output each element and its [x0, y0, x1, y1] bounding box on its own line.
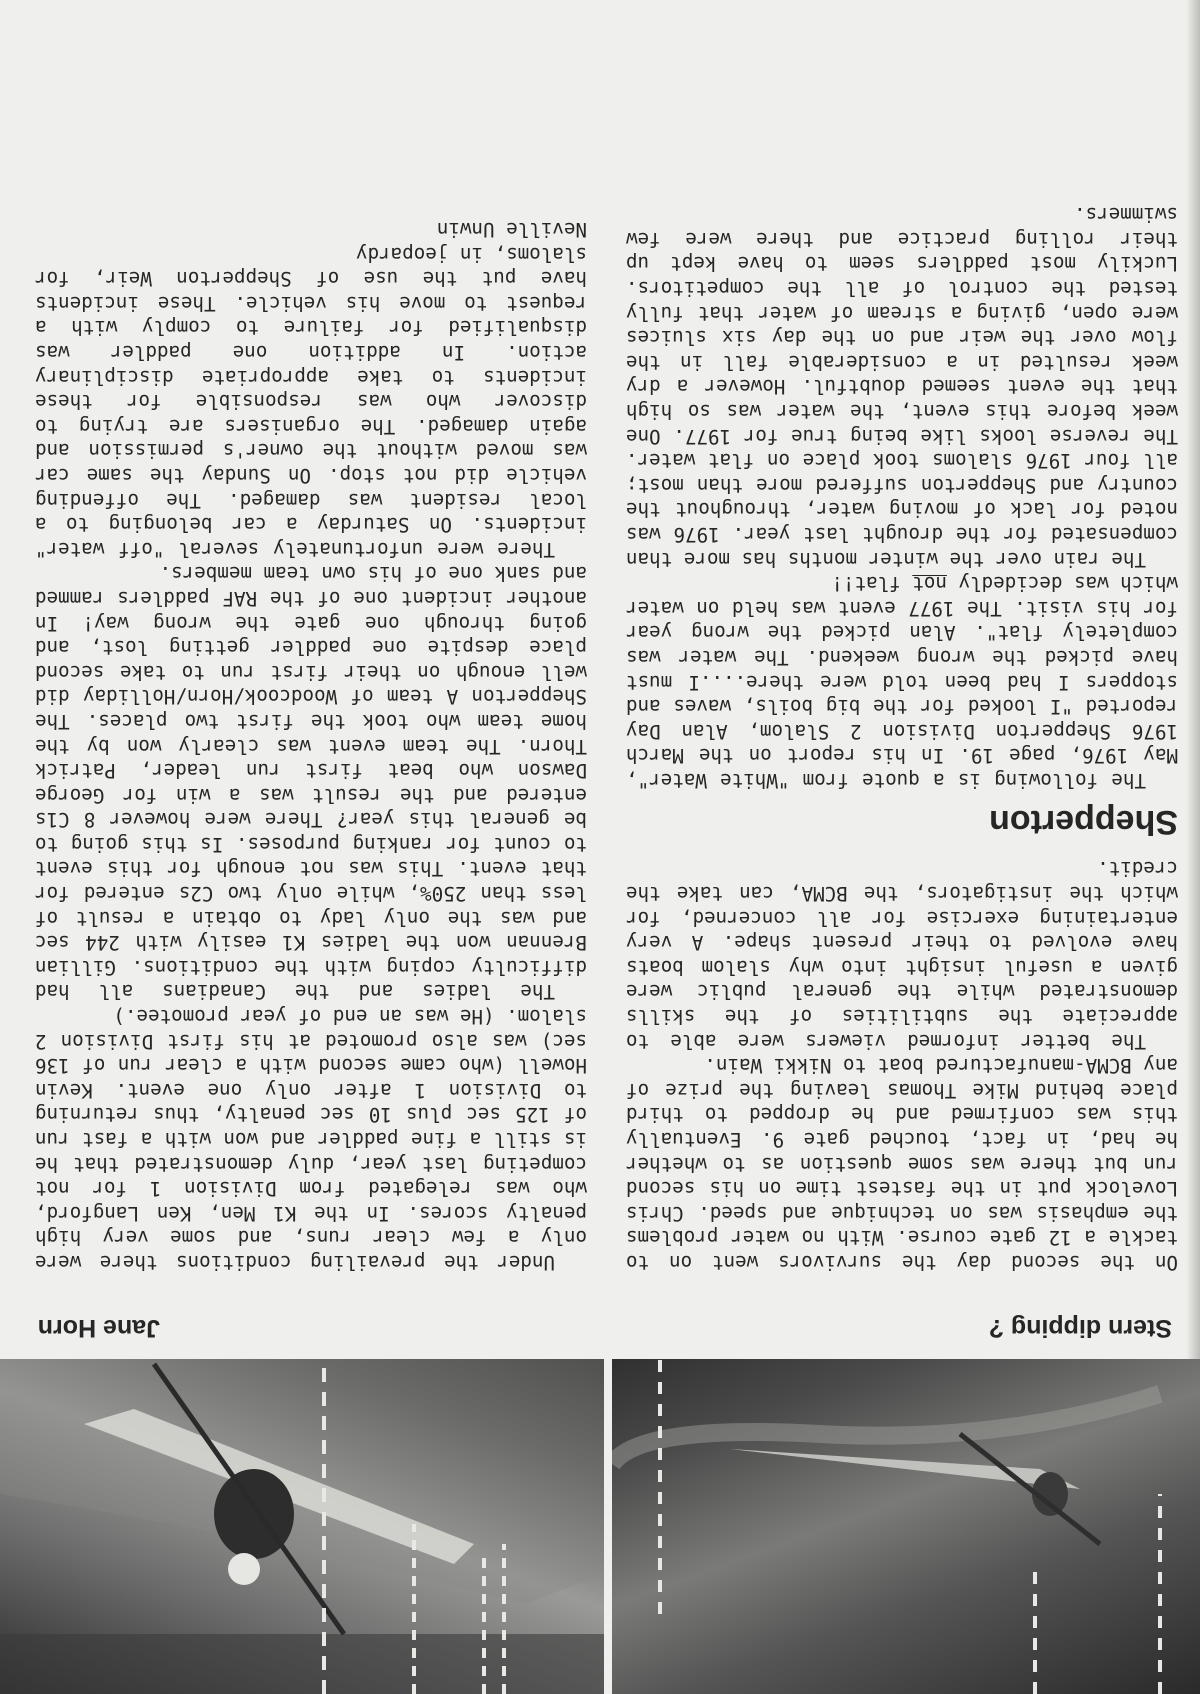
- paragraph-text: flat!!: [831, 572, 901, 596]
- photo-caption-jane-horn: Jane Horn: [37, 1314, 160, 1342]
- underlined-word: not: [912, 572, 947, 596]
- photo-caption-stern-dipping: Stern dipping ?: [988, 1314, 1172, 1342]
- kayak-photo-stern-dipping: [612, 1359, 1200, 1694]
- paragraph: There were unfortunately several "off water" incidents. On Saturday a car belonging to a local resident was damaged. The offending vehicle did not stop. On Sunday the same car was moved without the owner's permission and again damaged. The organisers are trying to discover who was responsible for these incidents to take appropriate disciplinary action. In addition one paddler was disqualified for failure to comply with a request to move his vehicle. These incidents have put the use of Shepperton Weir, for slaloms, in jeopardy: [35, 242, 587, 561]
- paragraph: The rain over the winter months has more than compensated for the drought last year. 1976 was noted for lack of moving water, throughout the country and Shepperton suffered more than most; all four 1976 slaloms took place on flat water. The reverse looks like being true for 1977. One week before this event, the water was so high that the event seemed doubtful. However a dry week resulted in a considerable fall in the flow over the weir and on the day six sluices were open, giving a stream of water that fully tested the control of all the competitors. Luckily most paddlers seem to have kept up their rolling practice and there were few swimmers.: [626, 203, 1178, 571]
- paragraph: Under the prevailing conditions there were only a few clear runs, and some very high penalty scores. In the K1 Men, Ken Langford, who was relegated from Division 1 for not competing last year, duly demonstrated that he is still a fine paddler and won with a fast run of 125 sec plus 10 sec penalty, thus returning to Division 1 after only one event. Kevin Howell (who came second with a clear run of 136 sec) was also promoted at his first Division 2 slalom. (He was an end of year promotee.): [35, 1005, 587, 1274]
- kayak-photo-jane-horn: [0, 1359, 604, 1694]
- right-text-column: [35, 216, 587, 1274]
- author-signature: Neville Unwin: [436, 218, 587, 242]
- paragraph: On the second day the survivors went on to tackle a 12 gate course. With no water problems the emphasis was on technique and speed. Chris Lovelock put in the fastest time on his second run but there was some question as to whether he had, in fact, touched gate 9. Eventually this was confirmed and he dropped to third place behind Mike Thomas leaving the prize of any BCMA-manufactured boat to Nikki Wain.: [626, 1054, 1178, 1274]
- paragraph: [626, 571, 1178, 792]
- paragraph-text: The following is a quote from "White Water", May 1976, page 19. In his report on the March 1976 Shepperton Division 2 Slalom, Alan Day reported "I looked for the big boils, waves and stoppers I had been told were there....I must have picked the wrong weekend. The water was completely flat". Alan picked the wrong year for his visit. The 1977 event was held on water which was decidedly: [626, 572, 1178, 792]
- paragraph: The better informed viewers were able to appreciate the subtilities of the skills demonstrated while the general public were given a useful insight into why slalom boats have evolved to their present shape. A very entertaining exercise for all concerned, for which the instigators, the BCMA, can take the credit.: [626, 857, 1178, 1053]
- left-text-column: [626, 202, 1178, 1274]
- paragraph: The ladies and the Canadians all had difficulty coping with the conditions. Gillian Brennan won the ladies K1 easily with 244 sec and was the only lady to obtain a result of less than 250%, while only two C2s entered for that event. This was not enough for this event to count for ranking purposes. Is this going to be general this year? There were however 8 C1s entered and the result was a win for George Dawson who beat first run leader, Patrick Thorn. The team event was clearly won by the home team who took the first two places. The Shepperton A team of Woodcook/Horn/Holliday did well enough on their first run to take second place despite one paddler getting lost, and going through one gate the wrong way! In another incident one of the RAF paddlers rammed and sank one of his own team members.: [35, 562, 587, 1004]
- section-headline: Shepperton: [989, 802, 1178, 841]
